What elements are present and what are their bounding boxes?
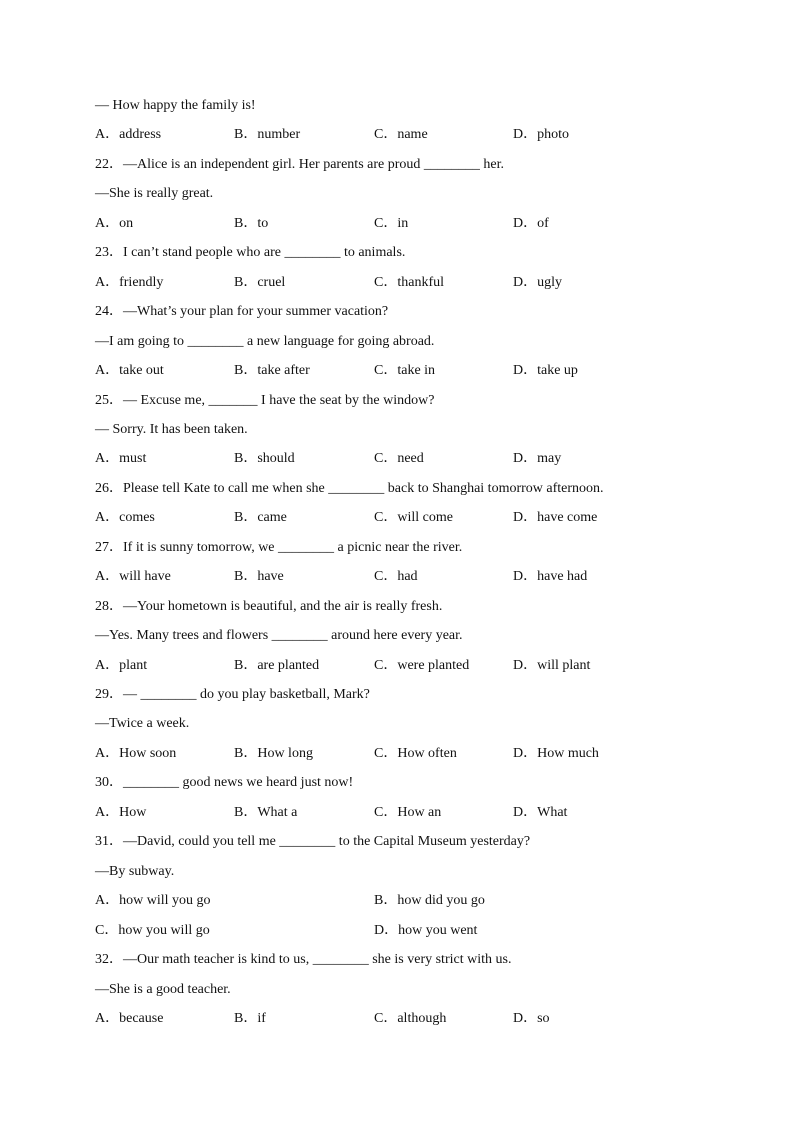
answer-option: A．How soon [95, 746, 177, 761]
answer-option: C．in [374, 216, 409, 231]
answer-option: D．so [513, 1011, 550, 1026]
answer-option: A．because [95, 1011, 164, 1026]
answer-option: A．take out [95, 363, 164, 378]
options-row [95, 126, 715, 144]
answer-option: B．are planted [234, 658, 320, 673]
options-row [95, 568, 715, 586]
answer-option: C．How an [374, 805, 442, 820]
options-row [95, 362, 715, 380]
options-row [95, 215, 715, 233]
answer-option: A．on [95, 216, 134, 231]
answer-option: D．What [513, 805, 568, 820]
answer-option: D．have had [513, 569, 588, 584]
answer-option: A．address [95, 127, 162, 142]
answer-option: C．name [374, 127, 428, 142]
question-line: —I am going to ________ a new language for going abroad. [95, 334, 435, 349]
answer-option: B．take after [234, 363, 310, 378]
answer-option: A．plant [95, 658, 148, 673]
answer-option: D．how you went [374, 923, 478, 938]
question-line: 24．—What’s your plan for your summer vacation? [95, 304, 389, 319]
question-line: 26．Please tell Kate to call me when she ________ back to Shanghai tomorrow afternoon. [95, 481, 604, 496]
answer-option: B．to [234, 216, 269, 231]
question-line: — Sorry. It has been taken. [95, 422, 248, 437]
answer-option: C．How often [374, 746, 457, 761]
question-line: 28．—Your hometown is beautiful, and the air is really fresh. [95, 599, 443, 614]
answer-option: A．friendly [95, 275, 164, 290]
question-line: —Twice a week. [95, 716, 190, 731]
question-line: 30．________ good news we heard just now! [95, 775, 354, 790]
question-line: 25．— Excuse me, _______ I have the seat by the window? [95, 393, 435, 408]
answer-option: B．number [234, 127, 301, 142]
answer-option: A．comes [95, 510, 155, 525]
options-row [95, 509, 715, 527]
answer-option: D．have come [513, 510, 598, 525]
options-row [95, 450, 715, 468]
answer-option: C．take in [374, 363, 436, 378]
answer-option: A．will have [95, 569, 171, 584]
answer-option: D．may [513, 451, 562, 466]
answer-option: B．how did you go [374, 893, 485, 908]
question-line: 23．I can’t stand people who are ________ to animals. [95, 245, 406, 260]
question-line: —She is really great. [95, 186, 214, 201]
question-line: 32．—Our math teacher is kind to us, ________ she is very strict with us. [95, 952, 512, 967]
answer-option: A．must [95, 451, 147, 466]
answer-option: B．if [234, 1011, 266, 1026]
answer-option: B．cruel [234, 275, 286, 290]
options-row [95, 804, 715, 822]
options-row [95, 922, 715, 940]
answer-option: B．should [234, 451, 295, 466]
answer-option: B．How long [234, 746, 313, 761]
answer-option: D．ugly [513, 275, 562, 290]
answer-option: B．What a [234, 805, 298, 820]
options-row [95, 274, 715, 292]
question-line: —Yes. Many trees and flowers ________ around here every year. [95, 628, 463, 643]
answer-option: B．came [234, 510, 287, 525]
answer-option: B．have [234, 569, 284, 584]
question-line: —She is a good teacher. [95, 982, 231, 997]
question-line: 31．—David, could you tell me ________ to the Capital Museum yesterday? [95, 834, 531, 849]
answer-option: C．thankful [374, 275, 444, 290]
answer-option: C．need [374, 451, 424, 466]
question-line: — How happy the family is! [95, 98, 256, 113]
answer-option: C．had [374, 569, 418, 584]
options-row [95, 1010, 715, 1028]
options-row [95, 657, 715, 675]
options-row [95, 745, 715, 763]
question-line: 22．—Alice is an independent girl. Her parents are proud ________ her. [95, 157, 505, 172]
question-line: 29．— ________ do you play basketball, Mark? [95, 687, 370, 702]
answer-option: C．although [374, 1011, 447, 1026]
answer-option: C．how you will go [95, 923, 210, 938]
answer-option: A．how will you go [95, 893, 211, 908]
answer-option: A．How [95, 805, 147, 820]
answer-option: D．photo [513, 127, 569, 142]
answer-option: D．take up [513, 363, 578, 378]
options-row [95, 892, 715, 910]
answer-option: C．will come [374, 510, 453, 525]
answer-option: D．of [513, 216, 549, 231]
answer-option: C．were planted [374, 658, 470, 673]
question-line: —By subway. [95, 864, 175, 879]
answer-option: D．will plant [513, 658, 591, 673]
answer-option: D．How much [513, 746, 599, 761]
question-line: 27．If it is sunny tomorrow, we ________ a picnic near the river. [95, 540, 463, 555]
